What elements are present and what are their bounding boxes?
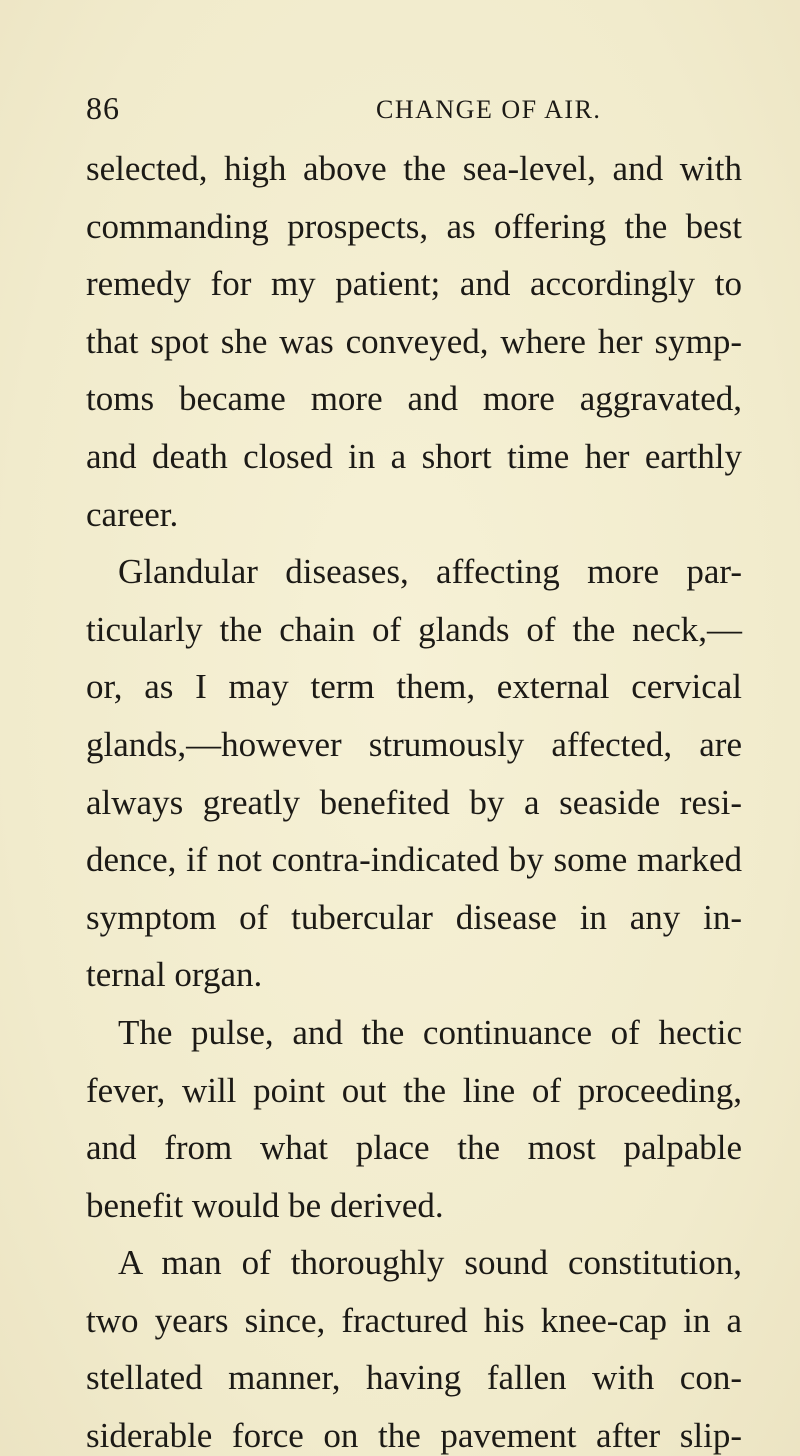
text-line: The pulse, and the continuance of hectic: [118, 1012, 742, 1052]
running-head: CHANGE OF AIR.: [376, 95, 602, 124]
text-line: siderable force on the pavement after slip-: [86, 1416, 742, 1456]
text-line: and death closed in a short time her earthly: [86, 436, 742, 476]
body-text: [86, 140, 742, 1456]
text-line: A man of thoroughly sound constitution,: [118, 1243, 742, 1283]
page-number: 86: [86, 90, 120, 126]
text-line: and from what place the most palpable: [86, 1128, 742, 1168]
text-line: two years since, fractured his knee-cap in a: [86, 1300, 742, 1340]
text-line: symptom of tubercular disease in any in-: [86, 897, 742, 937]
text-line: that spot she was conveyed, where her symp-: [86, 321, 742, 361]
text-line: always greatly benefited by a seaside resi-: [86, 782, 742, 822]
text-line: commanding prospects, as offering the best: [86, 206, 742, 246]
text-line: Glandular diseases, affecting more par-: [118, 552, 742, 592]
text-line: glands,—however strumously affected, are: [86, 724, 742, 764]
page-header: [86, 88, 742, 128]
text-line: ternal organ.: [86, 955, 263, 995]
text-line: ticularly the chain of glands of the neck,—: [86, 609, 742, 649]
text-line: or, as I may term them, external cervical: [86, 667, 742, 707]
text-line: toms became more and more aggravated,: [86, 379, 742, 419]
text-line: stellated manner, having fallen with con-: [86, 1358, 742, 1398]
text-line: remedy for my patient; and accordingly to: [86, 264, 742, 304]
text-line: benefit would be derived.: [86, 1185, 444, 1225]
text-line: selected, high above the sea-level, and with: [86, 149, 742, 188]
text-line: dence, if not contra-indicated by some marked: [86, 840, 742, 880]
text-line: career.: [86, 494, 179, 534]
text-line: fever, will point out the line of proceeding,: [86, 1070, 742, 1110]
